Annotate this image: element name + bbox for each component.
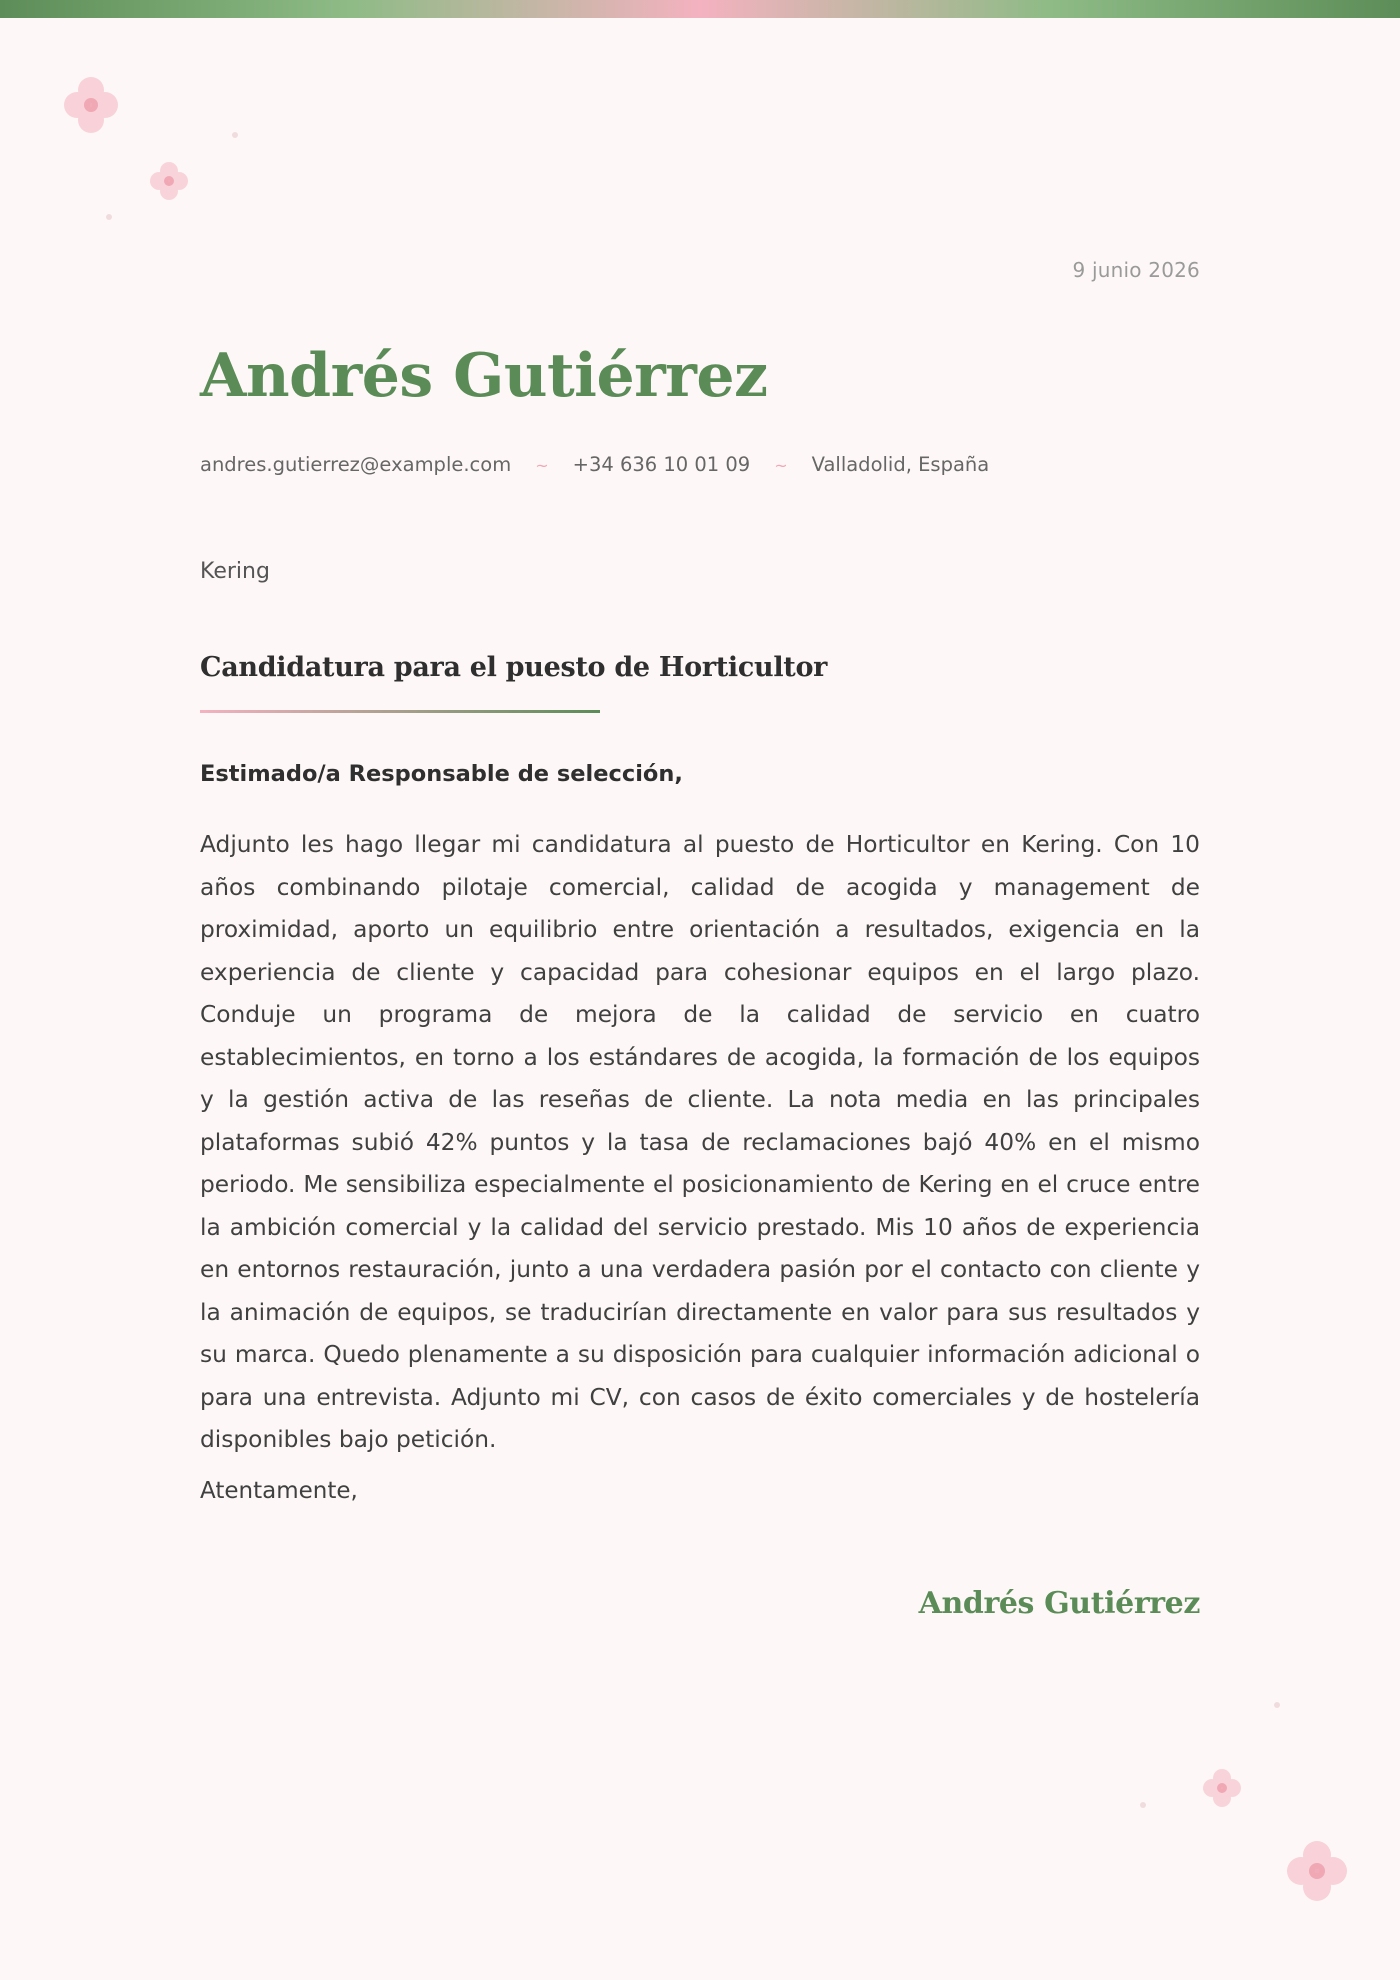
letter-body: Adjunto les hago llegar mi candidatura al puesto de Horticultor en Kering. Con 10 años combinando pilotaje comercial, calidad de acogida y management de proximidad, aporto un equilibrio entre orientación a resultados, exigencia en la experiencia de cliente y capacidad para cohesionar equipos en el largo plazo. Conduje un programa de mejora de la calidad de servicio en cuatro establecimientos, en torno a los estándares de acogida, la formación de los equipos y la gestión activa de las reseñas de cliente. La nota media en las principales plataformas subió 42% puntos y la tasa de reclamaciones bajó 40% en el mismo periodo. Me sensibiliza especialmente el posicionamiento de Kering en el cruce entre la ambición comercial y la calidad del servicio prestado. Mis 10 años de experiencia en entornos restauración, junto a una verdadera pasión por el contacto con cliente y la animación de equipos, se traducirían directamente en valor para sus resultados y su marca. Quedo plenamente a su disposición para cualquier información adicional o para una entrevista. Adjunto mi CV, con casos de éxito comerciales y de hostelería disponibles bajo petición.	[200, 831, 1200, 1453]
flower-icon	[58, 72, 124, 138]
letter-date: 9 junio 2026	[1072, 258, 1200, 282]
contact-line	[200, 453, 989, 476]
separator: ~	[535, 456, 549, 475]
phone-text: +34 636 10 01 09	[572, 453, 751, 476]
email-text: andres.gutierrez@example.com	[200, 453, 512, 476]
location-text: Valladolid, España	[811, 453, 990, 476]
subject-underline	[200, 710, 600, 713]
letter-subject: Candidatura para el puesto de Horticultor	[200, 652, 828, 683]
recipient-company: Kering	[200, 559, 270, 584]
dot-decoration	[230, 130, 240, 140]
closing: Atentamente,	[200, 1478, 358, 1504]
signature: Andrés Gutiérrez	[918, 1586, 1200, 1621]
dot-decoration	[1138, 1800, 1148, 1810]
dot-decoration	[1272, 1700, 1282, 1710]
sender-name: Andrés Gutiérrez	[200, 341, 768, 411]
salutation: Estimado/a Responsable de selección,	[200, 761, 683, 787]
separator: ~	[774, 456, 788, 475]
dot-decoration	[104, 212, 114, 222]
flower-icon	[146, 158, 192, 204]
flower-icon	[1200, 1766, 1244, 1810]
top-gradient-bar	[0, 0, 1400, 18]
flower-icon	[1282, 1836, 1352, 1906]
